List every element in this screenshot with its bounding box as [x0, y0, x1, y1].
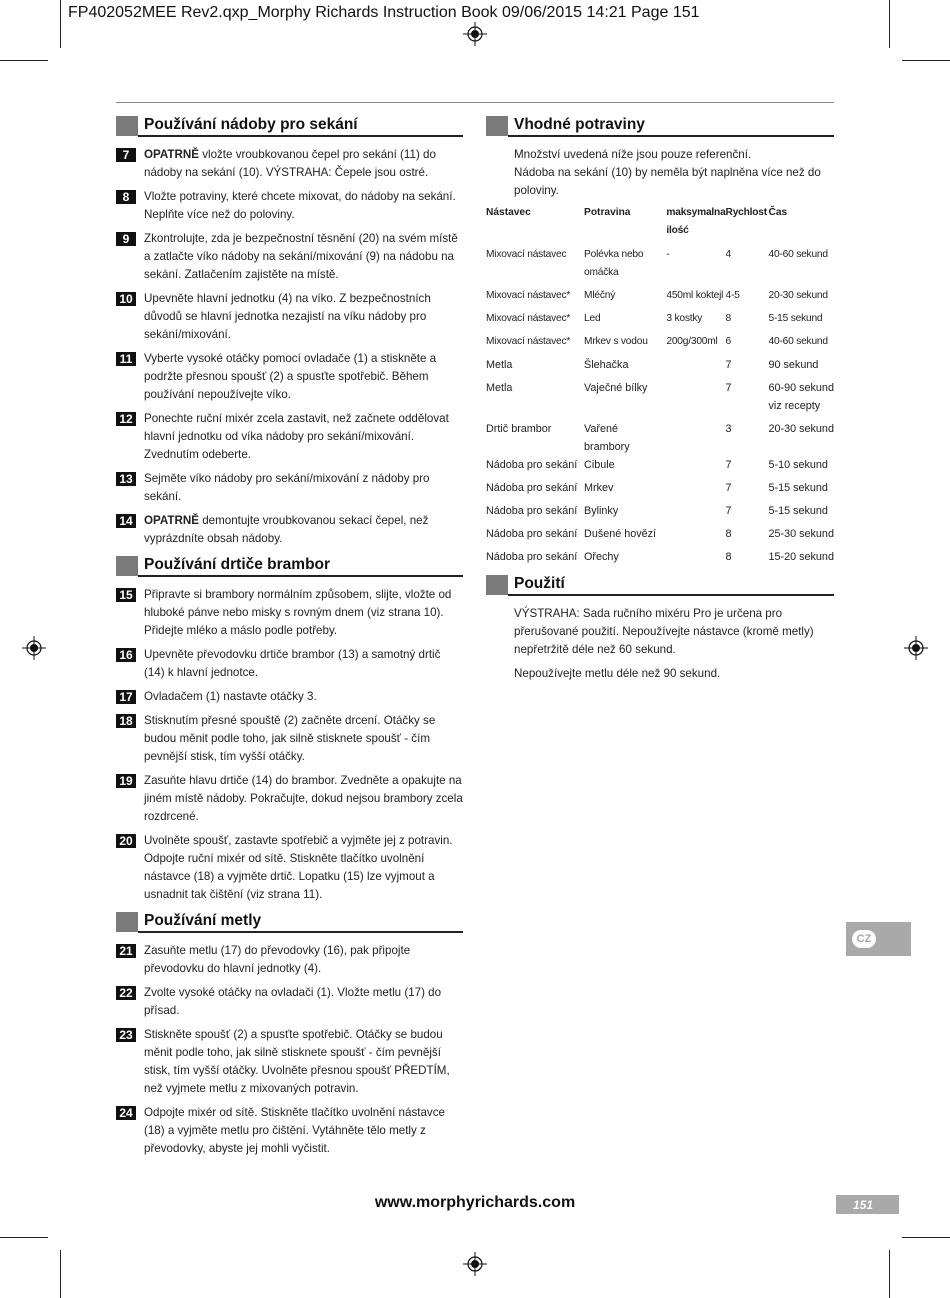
table-cell: -: [666, 249, 670, 260]
section-header: [116, 556, 463, 578]
table-row: [486, 310, 834, 333]
table-cell: [666, 525, 725, 548]
step-text: demontujte vroubkovanou sekací čepel, než vyprázdníte obsah nádoby.: [144, 514, 429, 545]
step-number: 12: [116, 412, 136, 426]
table-cell: 3 kostky: [666, 313, 703, 324]
table-cell: Šlehačka: [584, 359, 629, 371]
step-text: Upevněte hlavní jednotku (4) na víko. Z bezpečnostních důvodů se hlavní jednotka nezajistí na víku nádoby pro sekání/mixování.: [144, 292, 431, 341]
table-cell: Mrkev: [584, 482, 614, 494]
step-text: Ponechte ruční mixér zcela zastavit, než začnete oddělovat hlavní jednotku od víka nádoby pro sekání/mixování. Zvednutím odeberte.: [144, 412, 449, 461]
step-text: Zasuňte hlavu drtiče (14) do brambor. Zvedněte a opakujte na jiném místě nádoby. Pokračujte, dokud nejsou brambory zcela rozdrcené.: [144, 774, 463, 823]
registration-mark-icon: [463, 22, 487, 46]
step: [116, 688, 463, 706]
intro-line: Množství uvedená níže jsou pouze referenční.: [514, 148, 752, 161]
usage-paragraph: VÝSTRAHA: Sada ručního mixéru Pro je určena pro přerušované použití. Nepoužívejte nástavce (kromě metly) nepřetržitě déle než 60 sekund.: [514, 607, 814, 656]
step-number: 23: [116, 1028, 136, 1042]
table-cell: Dušené hovězí: [584, 528, 657, 540]
column-header: Nástavec: [486, 207, 531, 218]
table-cell: 40-60 sekund: [768, 249, 828, 260]
table-cell: 6: [725, 336, 732, 347]
page-number-tab: [836, 1195, 899, 1214]
step-number: 22: [116, 986, 136, 1000]
table-cell: 8: [725, 313, 732, 324]
crop-mark: [0, 1237, 48, 1238]
step-number: 9: [116, 232, 136, 246]
step-text: Zvolte vysoké otáčky na ovladači (1). Vložte metlu (17) do přísad.: [144, 986, 442, 1017]
step: [116, 146, 463, 182]
language-tab: [846, 922, 911, 956]
table-cell: Nádoba pro sekání: [486, 528, 578, 540]
step: [116, 712, 463, 766]
table-cell: Ořechy: [584, 551, 619, 563]
language-badge: CZ: [852, 930, 876, 948]
table-row: [486, 479, 834, 502]
table-cell: Metla: [486, 382, 513, 394]
crop-mark: [889, 1250, 890, 1298]
table-cell: 200g/300ml: [666, 336, 718, 347]
section-header: [486, 575, 834, 597]
section-chopping-bowl: [116, 116, 463, 548]
step-number: 21: [116, 944, 136, 958]
step-emphasis: OPATRNĚ: [144, 514, 199, 527]
table-cell: 7: [725, 382, 732, 394]
section-marker: [116, 912, 138, 932]
step: [116, 410, 463, 464]
registration-mark-icon: [463, 1252, 487, 1276]
table-cell: Mixovací nástavec*: [486, 313, 571, 324]
table-cell: 4: [725, 249, 732, 260]
table-row: [486, 420, 834, 456]
step: [116, 1026, 463, 1098]
table-cell: 60-90 sekund viz recepty: [768, 382, 834, 412]
step-text: Stiskněte spoušť (2) a spusťte spotřebič. Otáčky se budou měnit podle toho, jak silně stisknete spoušť - čím pevnější stisk, tím vyšší otáčky. Uvolněte přesnou spoušť PŘEDTÍM, než vyjmete metlu z mixovaných potravin.: [144, 1028, 450, 1095]
step-emphasis: OPATRNĚ: [144, 148, 199, 161]
table-cell: Metla: [486, 359, 513, 371]
step-number: 7: [116, 148, 136, 162]
table-cell: 40-60 sekund: [768, 336, 828, 347]
print-header-text: FP402052MEE Rev2.qxp_Morphy Richards Instruction Book 09/06/2015 14:21 Page 151: [68, 4, 700, 21]
table-cell: Vařené brambory: [584, 423, 630, 453]
step-text: Ovladačem (1) nastavte otáčky 3.: [144, 690, 317, 703]
section-potato-masher: [116, 556, 463, 904]
step-number: 8: [116, 190, 136, 204]
crop-mark: [60, 1250, 61, 1298]
table-cell: 5-15 sekund: [768, 505, 828, 517]
table-cell: [666, 356, 725, 379]
table-row: [486, 456, 834, 479]
step-text: Vyberte vysoké otáčky pomocí ovladače (1) a stiskněte a podržte přesnou spoušť (2) a spusťte spotřebič. Během používání nepoužívejte víko.: [144, 352, 437, 401]
section-title: Použití: [514, 575, 565, 592]
table-cell: 90 sekund: [768, 359, 819, 371]
table-cell: Mrkev s vodou: [584, 336, 648, 347]
footer-url: www.morphyrichards.com: [374, 1194, 576, 1211]
table-cell: Cibule: [584, 459, 615, 471]
table-cell: Mixovací nástavec*: [486, 336, 571, 347]
step-number: 16: [116, 648, 136, 662]
table-cell: Nádoba pro sekání: [486, 551, 578, 563]
step-number: 15: [116, 588, 136, 602]
section-title: Vhodné potraviny: [514, 116, 645, 133]
section-title: Používání nádoby pro sekání: [144, 116, 358, 133]
table-cell: [666, 548, 725, 571]
table-cell: Nádoba pro sekání: [486, 505, 578, 517]
step-text: Vložte potraviny, které chcete mixovat, do nádoby na sekání. Neplňte více než do poloviny.: [144, 190, 456, 221]
step-number: 13: [116, 472, 136, 486]
table-cell: Mléčný: [584, 290, 616, 301]
table-cell: Vaječné bílky: [584, 382, 648, 394]
table-cell: [666, 479, 725, 502]
crop-mark: [902, 60, 950, 61]
step-number: 18: [116, 714, 136, 728]
table-cell: 5-10 sekund: [768, 459, 828, 471]
step-number: 10: [116, 292, 136, 306]
table-row: [486, 502, 834, 525]
section-marker: [486, 575, 508, 595]
section-underline: [508, 135, 834, 137]
top-rule: [116, 102, 834, 103]
table-cell: Drtič brambor: [486, 423, 552, 435]
section-title: Používání drtiče brambor: [144, 556, 331, 573]
right-column: [486, 116, 834, 689]
step: [116, 350, 463, 404]
step: [116, 646, 463, 682]
table-cell: Nádoba pro sekání: [486, 459, 578, 471]
table-cell: 4-5: [725, 290, 740, 301]
table-cell: 7: [725, 459, 732, 471]
table-row: [486, 287, 834, 310]
column-header: Potravina: [584, 207, 631, 218]
usage-text: [486, 605, 834, 683]
table-cell: Nádoba pro sekání: [486, 482, 578, 494]
registration-mark-icon: [904, 636, 928, 660]
table-cell: Led: [584, 313, 601, 324]
section-suitable-foods: [486, 116, 834, 571]
table-cell: 25-30 sekund: [768, 528, 834, 540]
crop-mark: [0, 60, 48, 61]
table-cell: 450ml koktejl: [666, 290, 724, 301]
step-text: vložte vroubkovanou čepel pro sekání (11) do nádoby na sekání (10). VÝSTRAHA: Čepele jsou ostré.: [144, 148, 436, 179]
section-header: [116, 116, 463, 138]
table-cell: [666, 420, 725, 456]
table-row: [486, 246, 834, 287]
step: [116, 586, 463, 640]
registration-mark-icon: [22, 636, 46, 660]
table-cell: Bylinky: [584, 505, 619, 517]
step-text: Uvolněte spoušť, zastavte spotřebič a vyjměte jej z potravin. Odpojte ruční mixér od sítě. Stiskněte tlačítko uvolnění nástavce (18) a vyjměte drtič. Lopatku (15) lze vyjmout a usnadnit tak čištění (viz strana 11).: [144, 834, 453, 901]
table-cell: 3: [725, 423, 732, 435]
step: [116, 470, 463, 506]
table-cell: 8: [725, 551, 732, 563]
step: [116, 772, 463, 826]
step: [116, 512, 463, 548]
table-cell: 20-30 sekund: [768, 290, 828, 301]
table-cell: 8: [725, 528, 732, 540]
step-number: 14: [116, 514, 136, 528]
table-cell: Mixovací nástavec*: [486, 290, 571, 301]
table-cell: 7: [725, 482, 732, 494]
step: [116, 1104, 463, 1158]
left-column: [116, 116, 463, 1164]
foods-table: [486, 204, 834, 571]
section-header: [116, 912, 463, 934]
crop-mark: [60, 0, 61, 48]
section-marker: [486, 116, 508, 136]
step: [116, 942, 463, 978]
table-cell: [666, 456, 725, 479]
usage-paragraph: Nepoužívejte metlu déle než 90 sekund.: [514, 667, 721, 680]
table-cell: 5-15 sekund: [768, 482, 828, 494]
crop-mark: [889, 0, 890, 48]
table-row: [486, 525, 834, 548]
table-cell: [666, 379, 725, 420]
section-underline: [508, 594, 834, 596]
table-cell: 20-30 sekund: [768, 423, 834, 435]
step: [116, 188, 463, 224]
step-number: 11: [116, 352, 136, 366]
section-underline: [138, 575, 463, 577]
step: [116, 832, 463, 904]
table-cell: Polévka nebo omáčka: [584, 249, 644, 278]
table-row: [486, 379, 834, 420]
column-header: maksymalna ilość: [666, 207, 726, 236]
section-whisk: [116, 912, 463, 1158]
step-number: 20: [116, 834, 136, 848]
table-row: [486, 333, 834, 356]
step-text: Zkontrolujte, zda je bezpečnostní těsnění (20) na svém místě a zatlačte víko nádoby na sekání/mixování (9) na nádobu na sekání. Zatlačením zajistěte na místě.: [144, 232, 458, 281]
section-usage: [486, 575, 834, 683]
step-text: Upevněte převodovku drtiče brambor (13) a samotný drtič (14) k hlavní jednotce.: [144, 648, 441, 679]
table-cell: [666, 502, 725, 525]
section-title: Používání metly: [144, 912, 262, 929]
crop-mark: [902, 1237, 950, 1238]
step-text: Zasuňte metlu (17) do převodovky (16), pak připojte převodovku do hlavní jednotky (4).: [144, 944, 411, 975]
step-number: 19: [116, 774, 136, 788]
foods-intro: [486, 146, 834, 200]
section-underline: [138, 135, 463, 137]
table-cell: 15-20 sekund: [768, 551, 834, 563]
step-text: Připravte si brambory normálním způsobem, slijte, vložte od hluboké pánve nebo misky s rovným dnem (viz strana 10). Přidejte mléko a máslo podle potřeby.: [144, 588, 452, 637]
table-cell: 5-15 sekund: [768, 313, 823, 324]
intro-line: Nádoba na sekání (10) by neměla být naplněna více než do poloviny.: [514, 166, 821, 197]
table-header-row: [486, 204, 834, 240]
step-text: Stisknutím přesné spouště (2) začněte drcení. Otáčky se budou měnit podle toho, jak silně stisknete spoušť - čím pevnější stisk, tím vyšší otáčky.: [144, 714, 436, 763]
column-header: Rychlost: [725, 207, 767, 218]
table-row: [486, 548, 834, 571]
table-cell: 7: [725, 359, 732, 371]
page-number: 151: [852, 1198, 873, 1212]
step: [116, 984, 463, 1020]
table-cell: 7: [725, 505, 732, 517]
section-marker: [116, 556, 138, 576]
table-cell: Mixovací nástavec: [486, 249, 567, 260]
step-number: 24: [116, 1106, 136, 1120]
section-underline: [138, 931, 463, 933]
step: [116, 290, 463, 344]
step-number: 17: [116, 690, 136, 704]
section-header: [486, 116, 834, 138]
section-marker: [116, 116, 138, 136]
column-header: Čas: [768, 207, 788, 218]
step-text: Sejměte víko nádoby pro sekání/mixování z nádoby pro sekání.: [144, 472, 430, 503]
step-text: Odpojte mixér od sítě. Stiskněte tlačítko uvolnění nástavce (18) a vyjměte metlu pro čištění. Vytáhněte tělo metly z převodovky, abyste jej mohli vyčistit.: [144, 1106, 445, 1155]
table-row: [486, 356, 834, 379]
step: [116, 230, 463, 284]
